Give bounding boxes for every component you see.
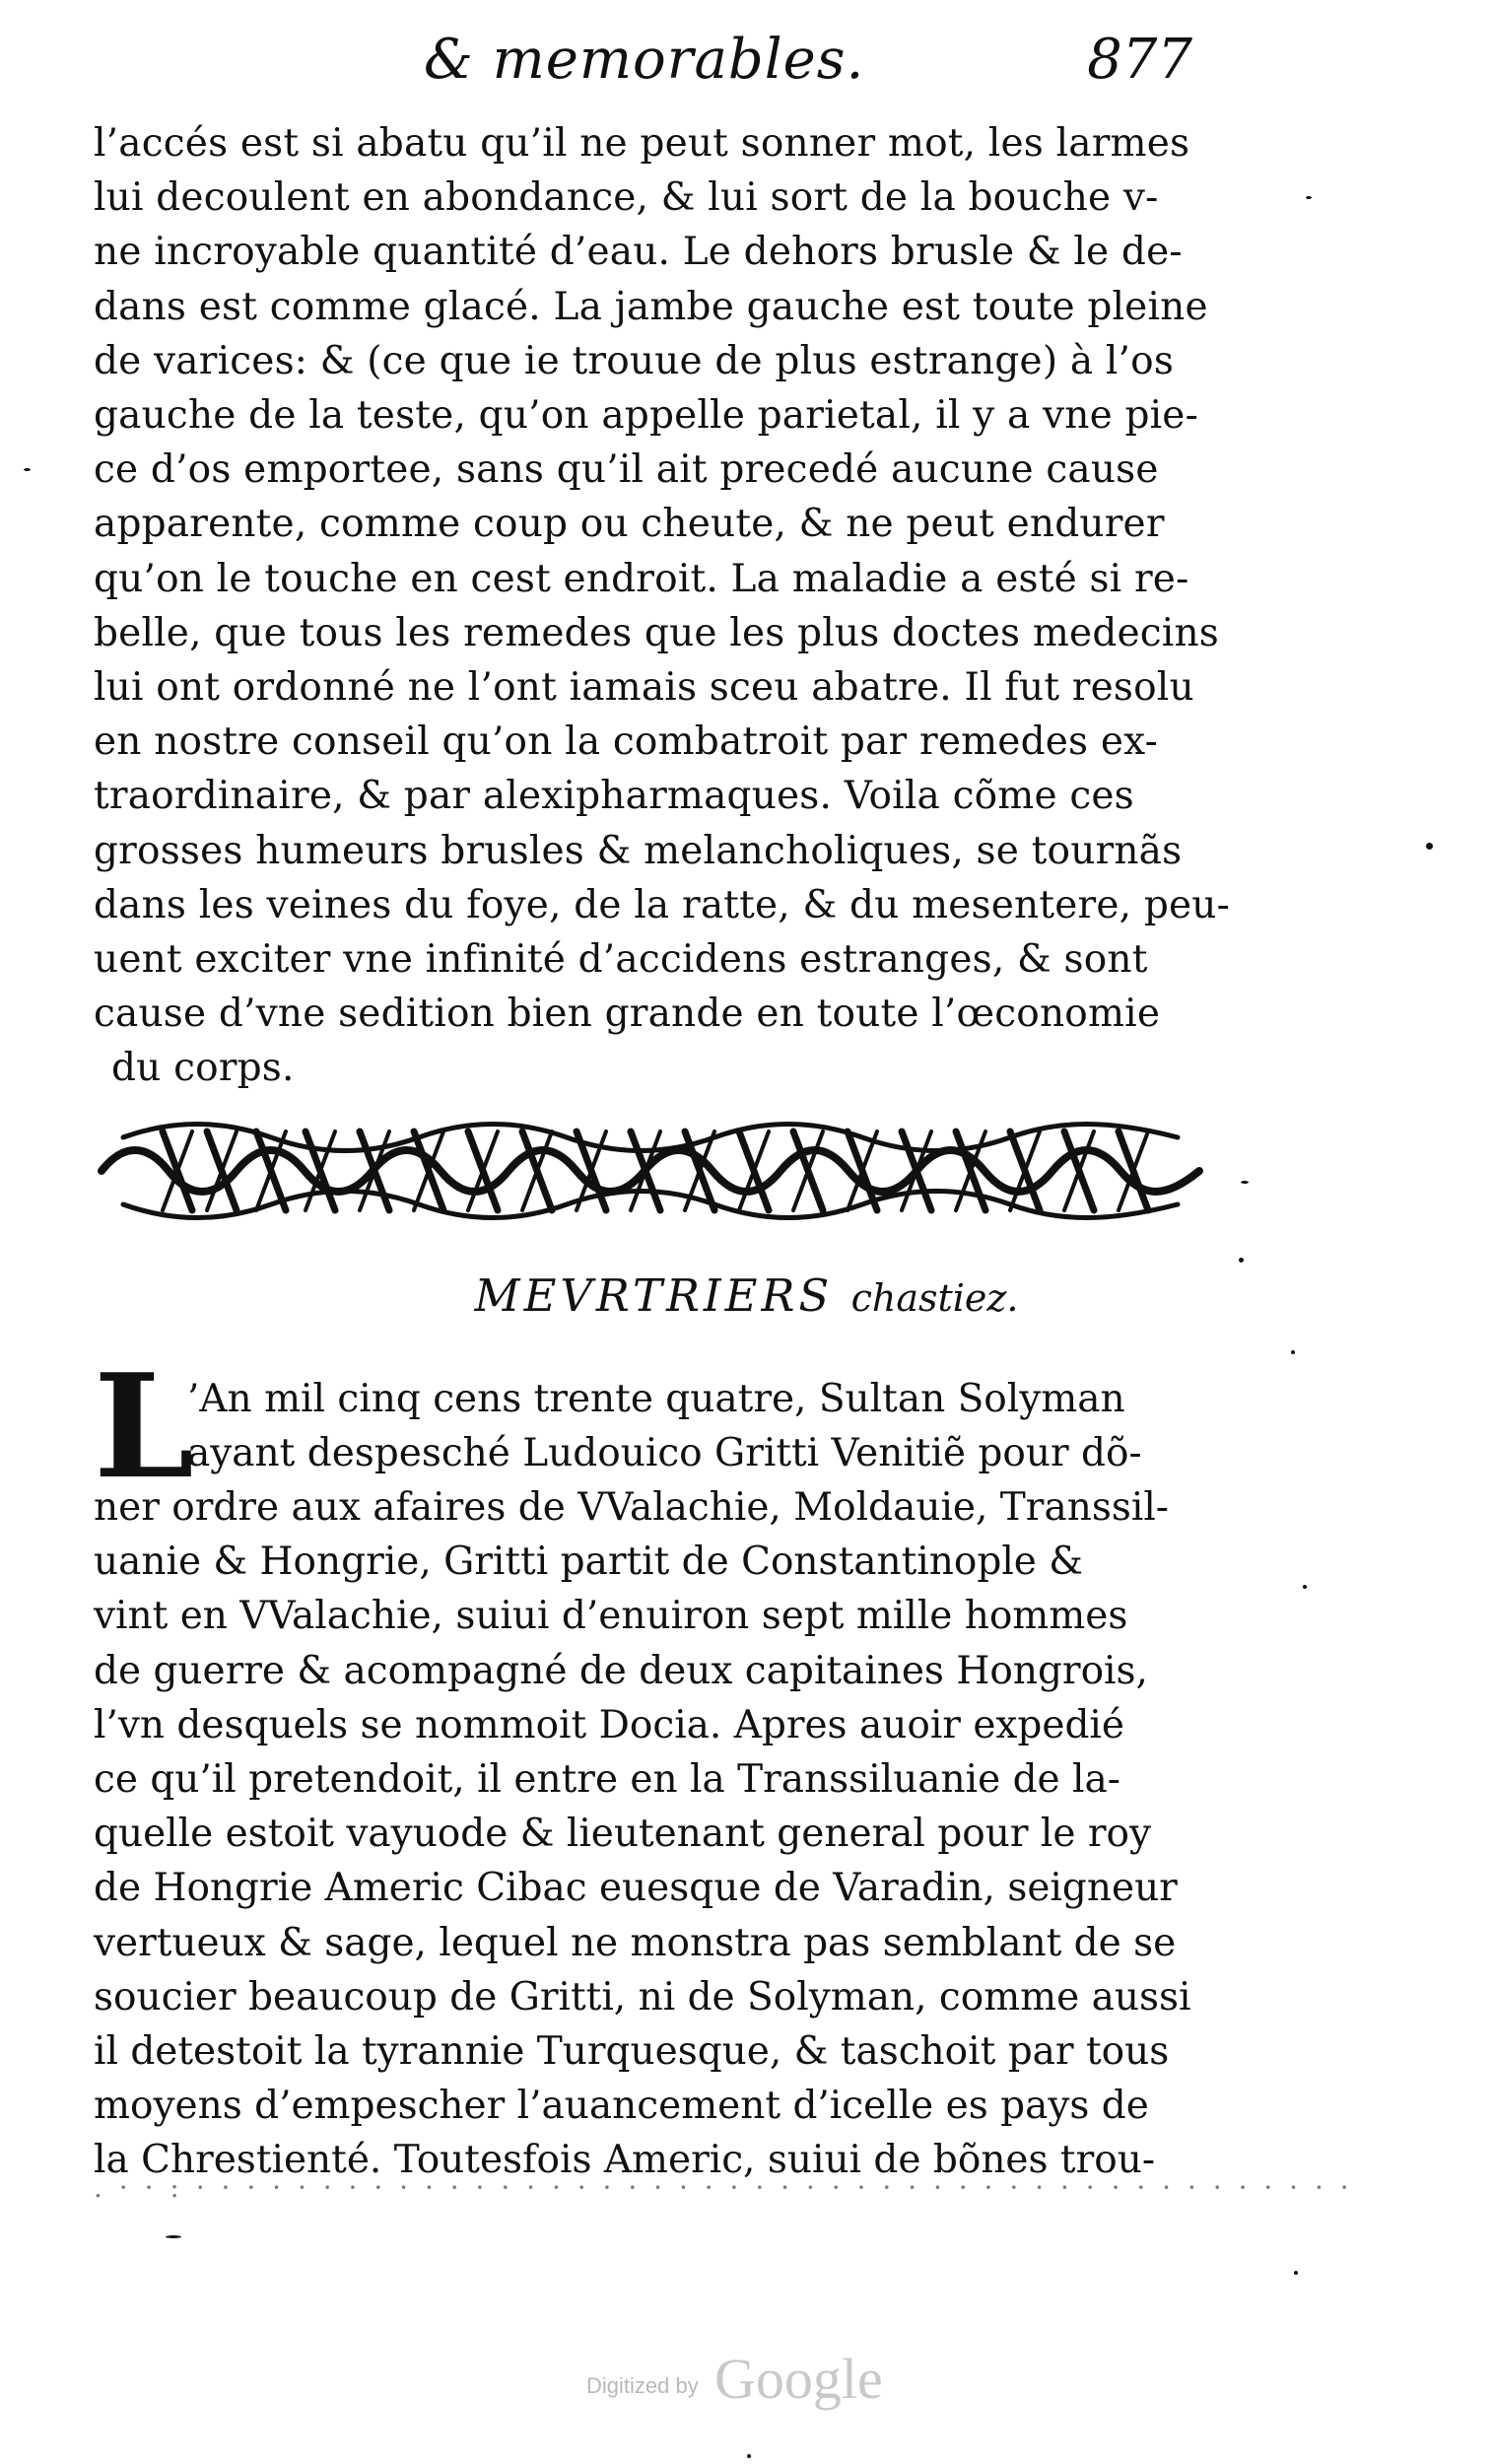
page-number: 877: [1087, 28, 1192, 92]
text-line: gauche de la teste, qu’on appelle parietal, il y a vne pie-: [94, 393, 1198, 439]
continued-paragraph: [94, 116, 1230, 1096]
text-line: de varices: & (ce que ie trouue de plus estrange) à l’os: [94, 338, 1175, 383]
text-line: dans est comme glacé. La jambe gauche est toute pleine: [94, 284, 1208, 329]
ink-speck: [1294, 2271, 1298, 2275]
digitized-label: Digitized by: [586, 2373, 699, 2398]
ink-speck: [1291, 1350, 1295, 1354]
text-line: quelle estoit vayuode & lieutenant general pour le roy: [94, 1812, 1152, 1857]
ink-speck: [747, 2454, 751, 2458]
text-line: l’accés est si abatu qu’il ne peut sonner mot, les larmes: [94, 121, 1190, 166]
story-paragraph: [94, 1480, 1217, 2188]
text-line: lui decoulent en abondance, & lui sort de la bouche v-: [94, 175, 1159, 221]
text-line: dans les veines du foye, de la ratte, & du mesentere, peu-: [94, 882, 1230, 927]
running-title: & memorables.: [424, 28, 865, 92]
text-line: en nostre conseil qu’on la combatroit par remedes ex-: [94, 719, 1158, 765]
ink-speck: [166, 2235, 181, 2238]
text-line: ayant despesché Ludouico Gritti Venitiẽ pour dõ-: [187, 1431, 1142, 1476]
text-line: ce d’os emportee, sans qu’il ait precedé aucune cause: [94, 447, 1159, 493]
text-line: moyens d’empescher l’auancement d’icelle es pays de: [94, 2084, 1149, 2129]
text-line: la Chrestienté. Toutesfois Americ, suiui de bõnes trou-: [94, 2138, 1156, 2183]
text-line: du corps.: [111, 1046, 295, 1091]
text-line: ne incroyable quantité d’eau. Le dehors brusle & le de-: [94, 230, 1183, 275]
text-line: ner ordre aux afaires de VValachie, Moldauie, Transsil-: [94, 1485, 1169, 1530]
google-wordmark: Google: [714, 2347, 883, 2411]
text-line: grosses humeurs brusles & melancholiques, se tournãs: [94, 828, 1183, 873]
page-header: [424, 28, 1192, 106]
text-line: de guerre & acompagné de deux capitaines Hongrois,: [94, 1648, 1148, 1693]
ink-speck: [1306, 196, 1312, 199]
text-line: apparente, comme coup ou cheute, & ne peut endurer: [94, 502, 1165, 547]
text-line: qu’on le touche en cest endroit. La maladie a esté si re-: [94, 556, 1189, 601]
story-opening-lines: [187, 1372, 1212, 1480]
text-line: ce qu’il pretendoit, il entre en la Transsiluanie de la-: [94, 1757, 1120, 1803]
text-line: il detestoit la tyrannie Turquesque, & taschoit par tous: [94, 2029, 1170, 2075]
section-title-caps: MEVRTRIERS: [474, 1269, 834, 1322]
text-line: uent exciter vne infinité d’accidens estranges, & sont: [94, 937, 1148, 983]
text-line: vint en VValachie, suiui d’enuiron sept mille hommes: [94, 1594, 1128, 1639]
text-line: ’An mil cinq cens trente quatre, Sultan Solyman: [187, 1377, 1125, 1421]
ink-speck: [1239, 1258, 1244, 1263]
text-line: l’vn desquels se nommoit Docia. Apres auoir expedié: [94, 1702, 1124, 1747]
text-line: de Hongrie Americ Cibac euesque de Varadin, seigneur: [94, 1866, 1178, 1911]
text-line: soucier beaucoup de Gritti, ni de Solyman, comme aussi: [94, 1974, 1191, 2019]
ink-speck: [24, 468, 31, 471]
section-title: [0, 1269, 1493, 1322]
text-line: uanie & Hongrie, Gritti partit de Constantinople &: [94, 1540, 1083, 1585]
section-title-small: chastiez.: [850, 1276, 1019, 1320]
drop-cap: L: [94, 1343, 194, 1511]
ink-speck: [1241, 1181, 1249, 1184]
bleed-through-marks: . · · : · · · · · · · · · · · · · · · · · · · · · · · · · · · · · · · · · · · · · · · · · · · · · ·: [94, 2171, 1353, 2204]
text-line: vertueux & sage, lequel ne monstra pas semblant de se: [94, 1920, 1177, 1965]
digitized-watermark: [586, 2346, 912, 2425]
text-line: cause d’vne sedition bien grande en toute l’œconomie: [94, 992, 1161, 1037]
decorative-ornament: [94, 1102, 1207, 1240]
ink-speck: [1426, 843, 1433, 850]
text-line: traordinaire, & par alexipharmaques. Voila cõme ces: [94, 774, 1134, 819]
text-line: belle, que tous les remedes que les plus doctes medecins: [94, 610, 1220, 655]
ink-speck: [1303, 1585, 1307, 1589]
text-line: lui ont ordonné ne l’ont iamais sceu abatre. Il fut resolu: [94, 665, 1194, 711]
